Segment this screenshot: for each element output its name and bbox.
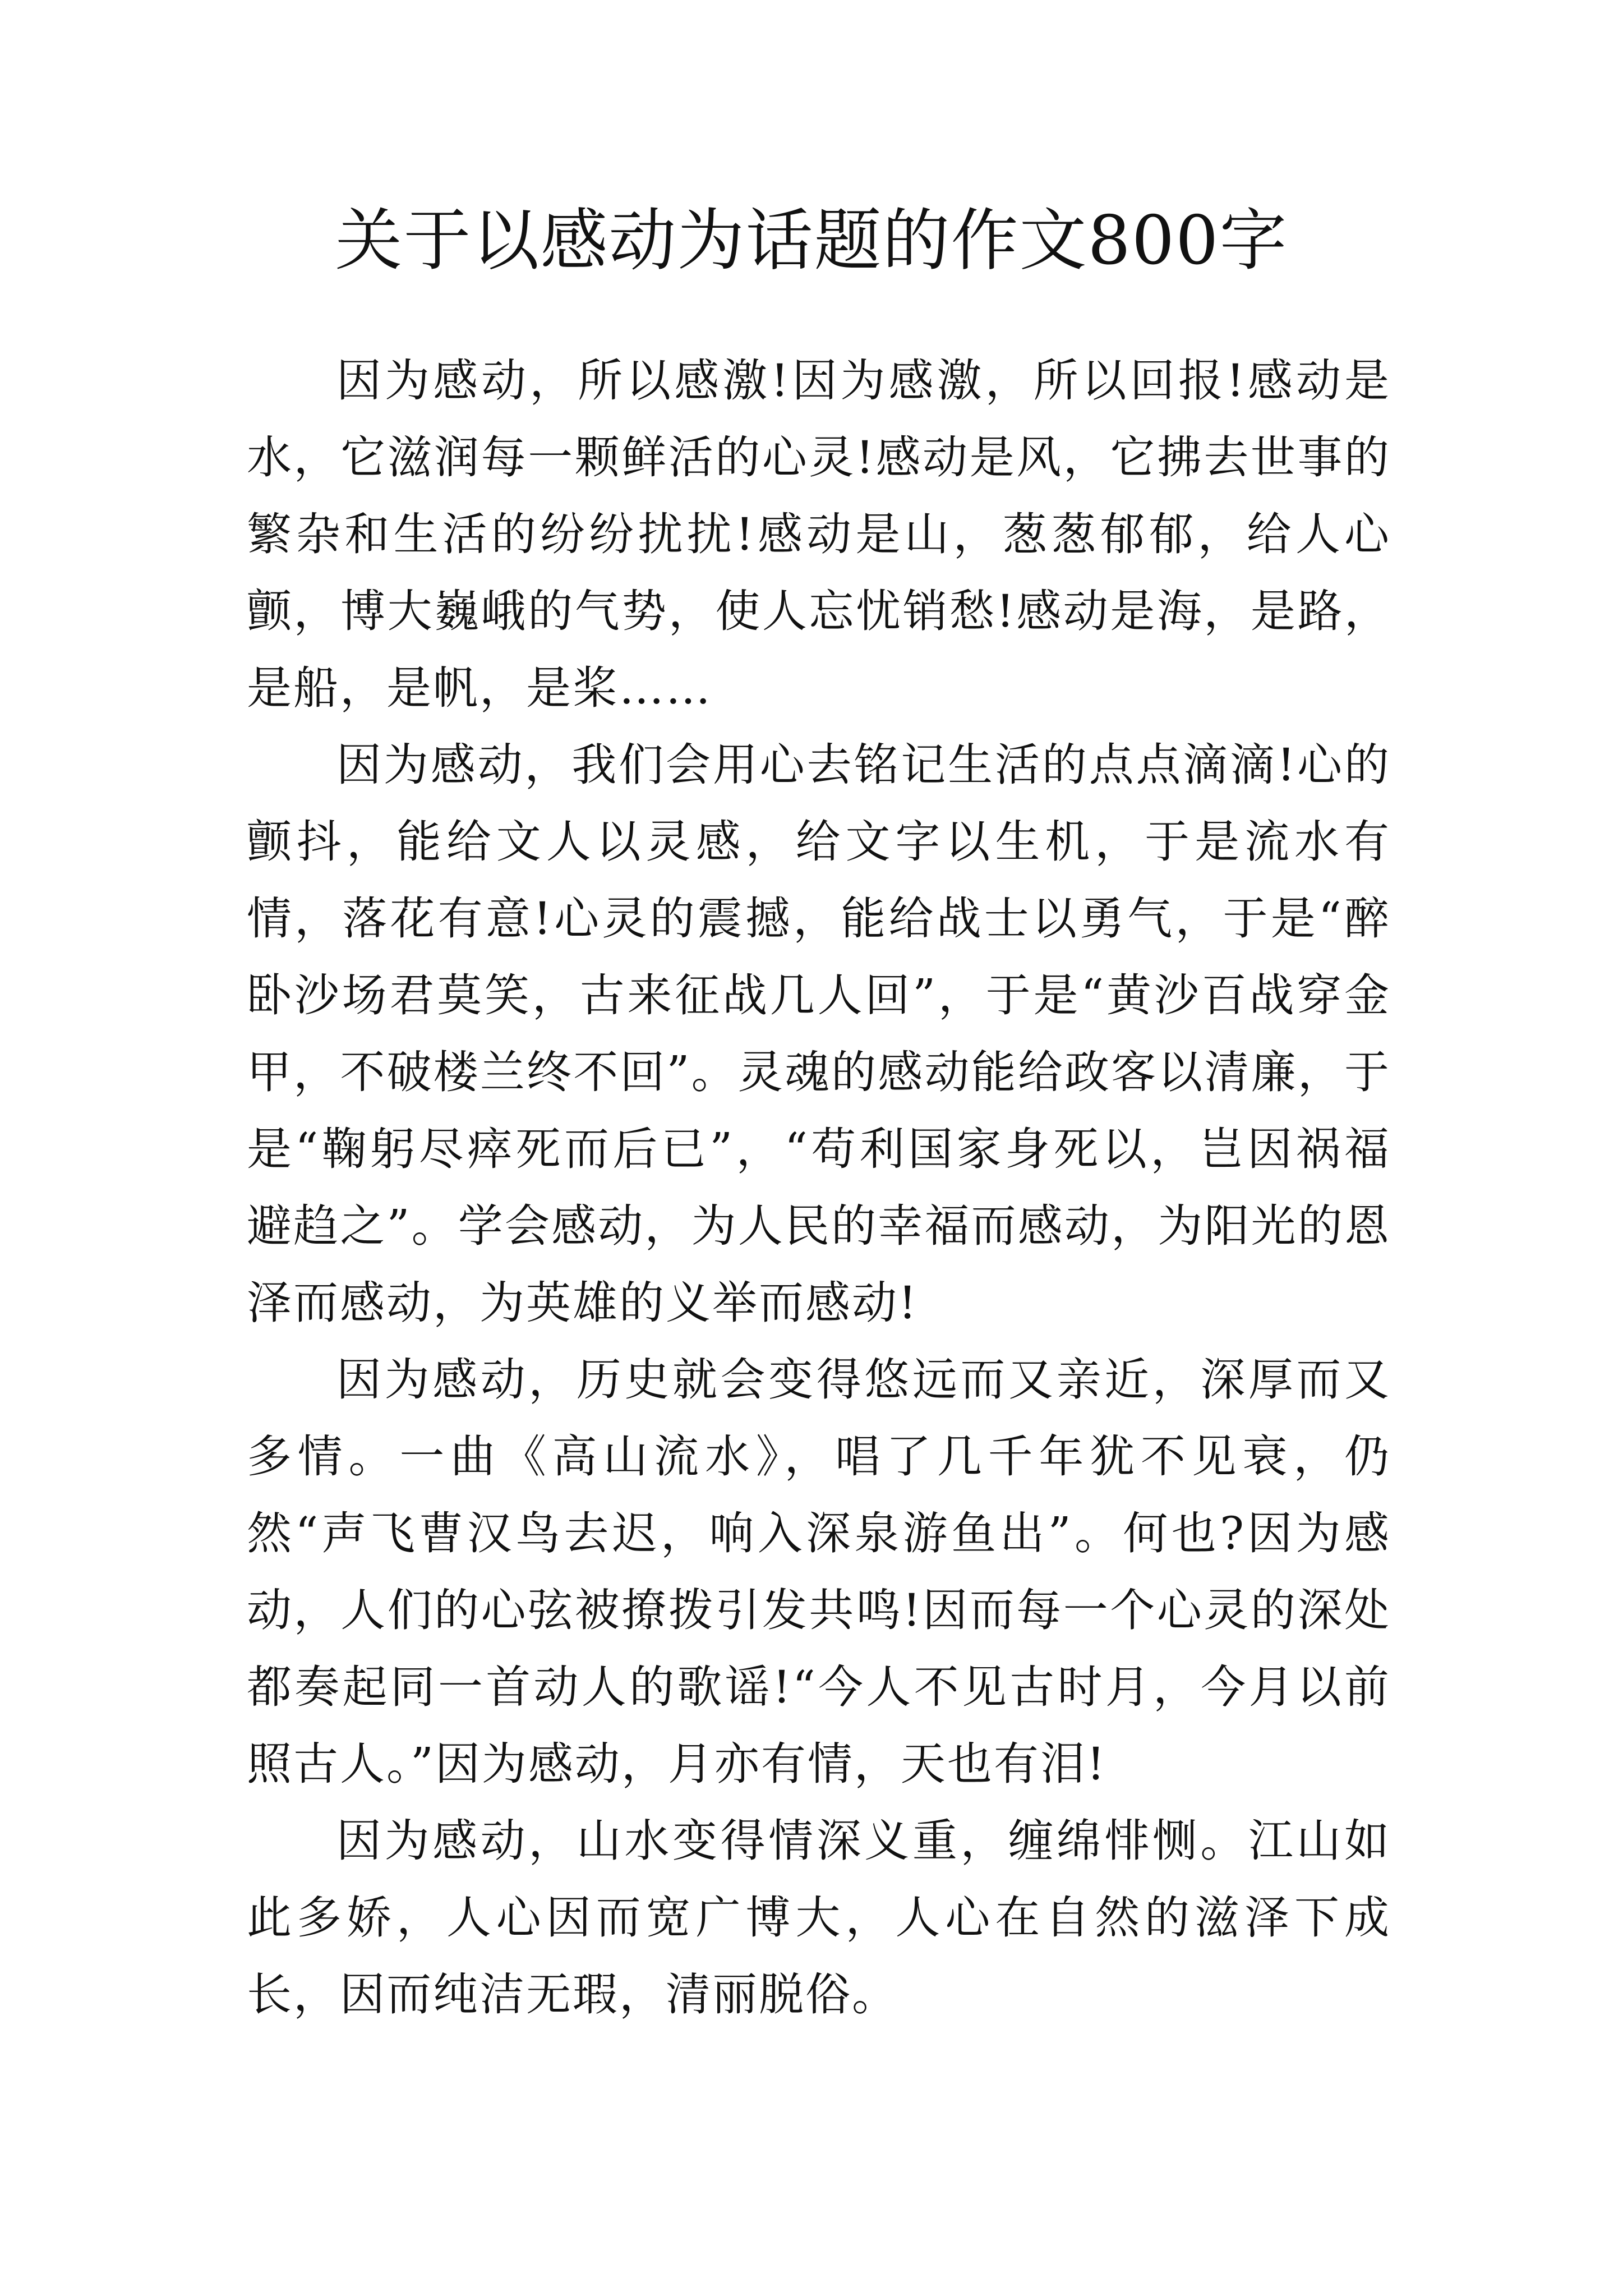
paragraph-3: 因为感动，历史就会变得悠远而又亲近，深厚而又多情。一曲《高山流水》，唱了几千年犹不见衰，仍然“声飞曹汉鸟去迟，响入深泉游鱼出”。何也?因为感动，人们的心弦被撩拨引发共鸣!因而每一个心灵的深处都奏起同一首动人的歌谣!“今人不见古时月，今月以前照古人。”因为感动，月亦有情，天也有泪! xyxy=(247,1354,1391,1790)
paragraph-4: 因为感动，山水变得情深义重，缠绵悱恻。江山如此多娇，人心因而宽广博大，人心在自然的滋泽下成长，因而纯洁无瑕，清丽脱俗。 xyxy=(247,1815,1391,2021)
document-title: 关于以感动为话题的作文800字 xyxy=(335,202,1288,280)
paragraph-1: 因为感动，所以感激!因为感激，所以回报!感动是水，它滋润每一颗鲜活的心灵!感动是风，它拂去世事的繁杂和生活的纷纷扰扰!感动是山，葱葱郁郁，给人心颤，博大巍峨的气势，使人忘忧销愁!感动是海，是路，是船，是帆，是桨…… xyxy=(247,355,1391,714)
paragraph-2: 因为感动，我们会用心去铭记生活的点点滴滴!心的颤抖，能给文人以灵感，给文字以生机，于是流水有情，落花有意!心灵的震撼，能给战士以勇气，于是“醉卧沙场君莫笑，古来征战几人回”，于是“黄沙百战穿金甲，不破楼兰终不回”。灵魂的感动能给政客以清廉，于是“鞠躬尽瘁死而后已”，“苟利国家身死以，岂因祸福避趋之”。学会感动，为人民的幸福而感动，为阳光的恩泽而感动，为英雄的义举而感动! xyxy=(247,739,1391,1329)
document-body xyxy=(247,342,1391,2033)
